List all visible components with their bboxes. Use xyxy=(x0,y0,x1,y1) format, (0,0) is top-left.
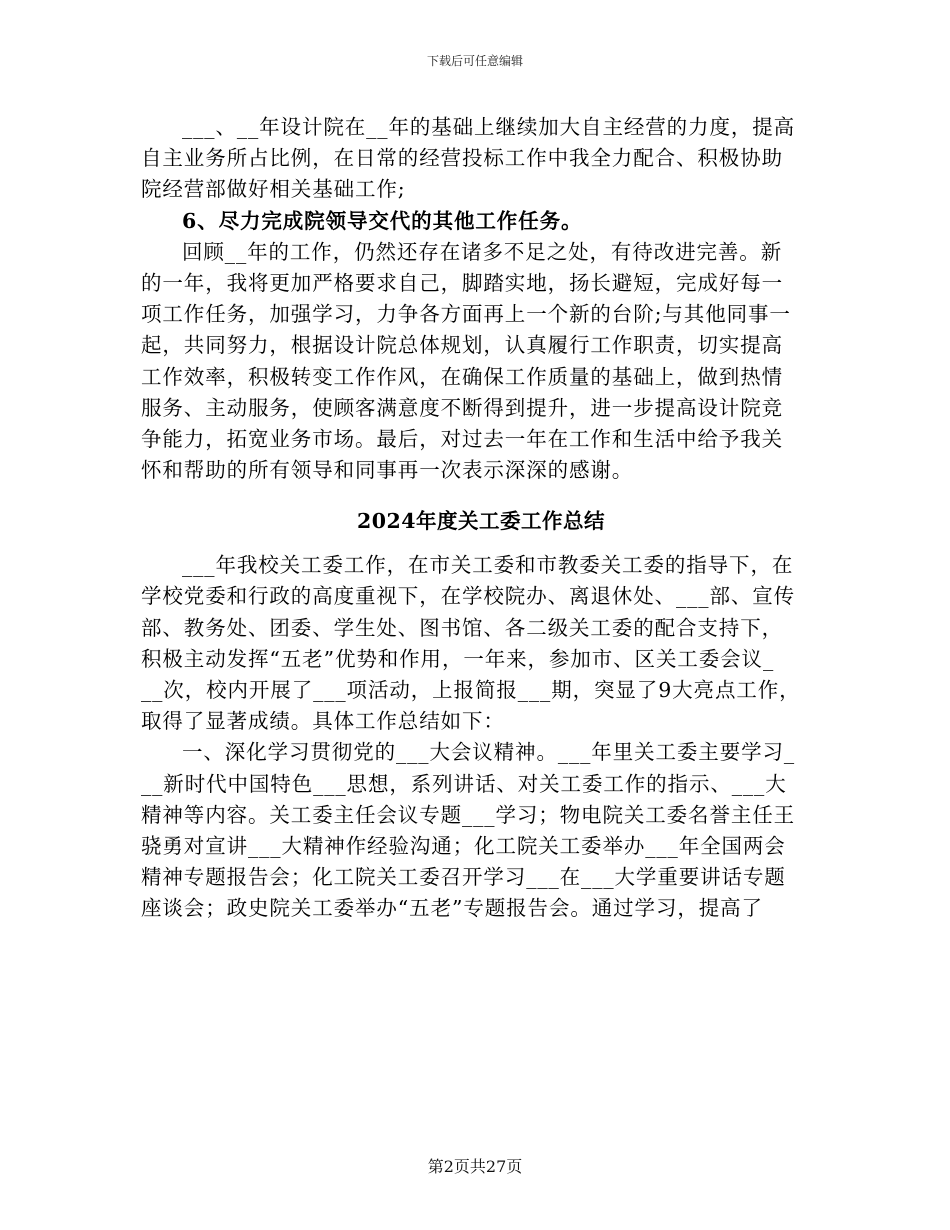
paragraph-line: 回顾__年的工作，仍然还存在诸多不足之处，有待改进完善。新 xyxy=(182,239,783,264)
paragraph-line: 座谈会；政史院关工委举办“五老”专题报告会。通过学习，提高了 xyxy=(141,896,763,921)
paragraph-line: 起，共同努力，根据设计院总体规划，认真履行工作职责，切实提高 xyxy=(141,333,783,358)
paragraph-line: __次，校内开展了___项活动，上报简报___期，突显了9大亮点工作， xyxy=(141,678,801,702)
page-footer: 第2页共27页 xyxy=(427,1157,523,1176)
paragraph-line: 服务、主动服务，使顾客满意度不断得到提升，进一步提高设计院竞 xyxy=(141,395,783,420)
paragraph-line: 部、教务处、团委、学生处、图书馆、各二级关工委的配合支持下， xyxy=(141,615,783,640)
paragraph-line: 积极主动发挥“五老”优势和作用，一年来，参加市、区关工委会议_ xyxy=(141,646,775,671)
paragraph-line: 取得了显著成绩。具体工作总结如下： xyxy=(141,709,505,734)
document-body xyxy=(141,112,821,925)
item-6-heading: 6、尽力完成院领导交代的其他工作任务。 xyxy=(182,208,583,233)
paragraph-line: ___年我校关工委工作，在市关工委和市教委关工委的指导下，在 xyxy=(182,553,794,578)
paragraph-line: 精神等内容。关工委主任会议专题___学习；物电院关工委名誉主任王 xyxy=(141,802,796,827)
paragraph-line: 的一年，我将更加严格要求自己，脚踏实地，扬长避短，完成好每一 xyxy=(141,270,783,295)
paragraph-line: 怀和帮助的所有领导和同事再一次表示深深的感谢。 xyxy=(141,458,634,483)
paragraph-line: 院经营部做好相关基础工作; xyxy=(141,177,406,202)
paragraph-line: 骁勇对宣讲___大精神作经验沟通；化工院关工委举办___年全国两会 xyxy=(141,833,786,858)
paragraph-line: 学校党委和行政的高度重视下，在学校院办、离退休处、___部、宣传 xyxy=(141,584,796,609)
paragraph-line: 项工作任务，加强学习，力争各方面再上一个新的台阶;与其他同事一 xyxy=(141,302,791,327)
paragraph-line: 精神专题报告会；化工院关工委召开学习___在___大学重要讲话专题 xyxy=(141,865,786,890)
paragraph-line: __新时代中国特色___思想，系列讲话、对关工委工作的指示、___大 xyxy=(141,771,787,796)
paragraph-line: 工作效率，积极转变工作作风，在确保工作质量的基础上，做到热情 xyxy=(141,364,783,389)
paragraph-line: 一、深化学习贯彻党的___大会议精神。___年里关工委主要学习_ xyxy=(182,740,796,765)
paragraph-line: 自主业务所占比例，在日常的经营投标工作中我全力配合、积极协助 xyxy=(141,146,783,171)
page-header: 下载后可任意编辑 xyxy=(426,54,523,68)
section-title: 2024年度关工委工作总结 xyxy=(356,509,606,534)
paragraph-line: ___、__年设计院在__年的基础上继续加大自主经营的力度，提高 xyxy=(182,115,796,139)
paragraph-line: 争能力，拓宽业务市场。最后，对过去一年在工作和生活中给予我关 xyxy=(141,426,783,451)
